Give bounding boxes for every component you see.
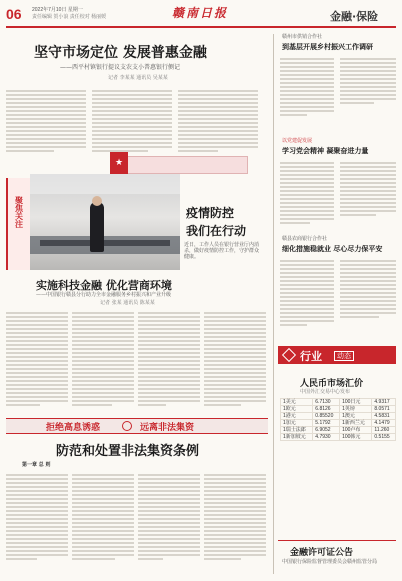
fraud-band-right: 远离非法集资 (140, 423, 195, 433)
lead-body-col-1 (6, 88, 86, 154)
rate-cell: 4.5831 (372, 413, 396, 420)
rate-cell: 1英镑 (340, 406, 372, 413)
epidemic-text-1: 疫情防控 (186, 206, 235, 220)
section-title: 金融·保险 (330, 10, 379, 23)
mid-body-col-3 (138, 310, 200, 408)
mid-body-col-2 (72, 310, 134, 408)
industry-band (278, 346, 396, 364)
photo-stamp-icon: ★ (110, 152, 128, 174)
paper-logo: 赣南日报 (172, 6, 229, 20)
rate-cell: 1美元 (281, 399, 313, 406)
side-ribbon (6, 178, 30, 270)
rate-row (281, 420, 396, 427)
rate-cell: 100韩元 (340, 434, 372, 441)
rate-table-title: 人民币市场汇价 (300, 379, 364, 389)
rate-cell: 100卢布 (340, 427, 372, 434)
photo-top-strip (126, 156, 248, 174)
lead-subhead: ——西平村镇银行提议支农支小普惠银行侧记 (60, 64, 181, 71)
rate-cell: 6.7130 (313, 399, 340, 406)
worker-figure (90, 202, 104, 252)
bottom-body-col-1 (6, 472, 68, 562)
rate-cell: 4.9317 (372, 399, 396, 406)
mid-byline: 记者 张某 通讯员 陈某某 (100, 300, 155, 306)
bottom-body-col-2 (72, 472, 134, 562)
rate-cell: 1加元 (281, 420, 313, 427)
rate-cell: 6.8126 (313, 406, 340, 413)
rate-cell: 1澳元 (340, 413, 372, 420)
rate-cell: 1港元 (281, 413, 313, 420)
mid-subhead: ——中国银行赣县分行助力全市金融服务乡村振兴和产业升级 (36, 292, 172, 298)
right-top-body-col-1 (280, 56, 334, 118)
industry-band-tag: 动态 (334, 351, 354, 361)
date-info: 2022年7月10日 星期一 (32, 7, 83, 13)
editor-info: 责任编辑 贺小浪 责任校对 杨丽媛 (32, 14, 107, 20)
rate-cell: 4.1479 (372, 420, 396, 427)
page-number: 06 (6, 6, 22, 22)
mid-headline: 实施科技金融 优化营商环境 (36, 279, 172, 292)
rate-cell: 5.1792 (313, 420, 340, 427)
fraud-band-divider (122, 421, 132, 431)
industry-band-label: 行业 (300, 350, 322, 363)
rate-cell: 4.7930 (313, 434, 340, 441)
right-mid-headline: 学习党会精神 凝聚奋进力量 (282, 146, 369, 155)
right-top-body-col-2 (340, 56, 396, 106)
right-column-rule (273, 34, 274, 574)
right-mid-body-col-1 (280, 160, 334, 226)
lead-headline: 坚守市场定位 发展普惠金融 (34, 45, 207, 61)
bank-hall-photo (30, 174, 180, 270)
mid-body-col-4 (204, 310, 266, 408)
notice-box (278, 540, 396, 575)
photo-panel (6, 150, 262, 270)
rate-table-subtitle: 中国外汇交易中心发布 (300, 389, 351, 395)
notice-subtitle: 中国银行保险监督管理委员会赣州监管分局 (282, 559, 378, 565)
masthead (0, 0, 402, 32)
notice-title: 金融许可证公告 (290, 548, 354, 558)
masthead-rule (6, 26, 396, 28)
rate-cell: 11.260 (372, 427, 396, 434)
side-ribbon-label: 聚焦关注 (14, 196, 24, 228)
right-mid-kicker: 以党建促发展 (282, 138, 313, 144)
industry-band-icon (282, 348, 296, 362)
rate-row (281, 406, 396, 413)
rate-cell: 8.0571 (372, 406, 396, 413)
photo-caption: 近日，工作人员在银行营业厅内消杀，做好疫情防控工作，守护群众健康。 (184, 242, 260, 260)
rate-cell: 0.5155 (372, 434, 396, 441)
rate-table (280, 398, 396, 441)
bottom-chapter: 第一章 总 则 (22, 462, 51, 468)
bottom-body-col-3 (138, 472, 200, 562)
right-top-headline: 到基层开展乡村振兴工作调研 (282, 42, 373, 51)
rate-cell: 100日元 (340, 399, 372, 406)
rate-cell: 1欧元 (281, 406, 313, 413)
lead-body-col-2 (92, 88, 172, 154)
rate-cell: 0.85520 (313, 413, 340, 420)
rate-row (281, 427, 396, 434)
right-low-body-col-1 (280, 258, 334, 328)
rate-cell: 1新加坡元 (281, 434, 313, 441)
fraud-band-left: 拒绝高息诱惑 (46, 423, 101, 433)
rate-cell: 1瑞士法郎 (281, 427, 313, 434)
right-low-kicker: 赣县农商银行合作社 (282, 236, 328, 242)
fraud-band (6, 418, 268, 434)
lead-body-col-3 (178, 88, 258, 154)
right-top-kicker: 赣州市供销合作社 (282, 34, 323, 40)
right-mid-body-col-2 (340, 160, 396, 218)
bottom-headline: 防范和处置非法集资条例 (56, 444, 200, 459)
rate-row (281, 434, 396, 441)
rate-cell: 1新西兰元 (340, 420, 372, 427)
rate-row (281, 413, 396, 420)
rate-row (281, 399, 396, 406)
mid-body-col-1 (6, 310, 68, 408)
right-low-body-col-2 (340, 258, 396, 320)
rate-cell: 6.9052 (313, 427, 340, 434)
right-low-headline: 细化措施稳就业 尽心尽力保平安 (282, 244, 383, 253)
lead-byline: 记者 李某某 通讯员 吴某某 (108, 75, 168, 81)
epidemic-text-2: 我们在行动 (186, 224, 247, 238)
bottom-body-col-4 (204, 472, 266, 562)
